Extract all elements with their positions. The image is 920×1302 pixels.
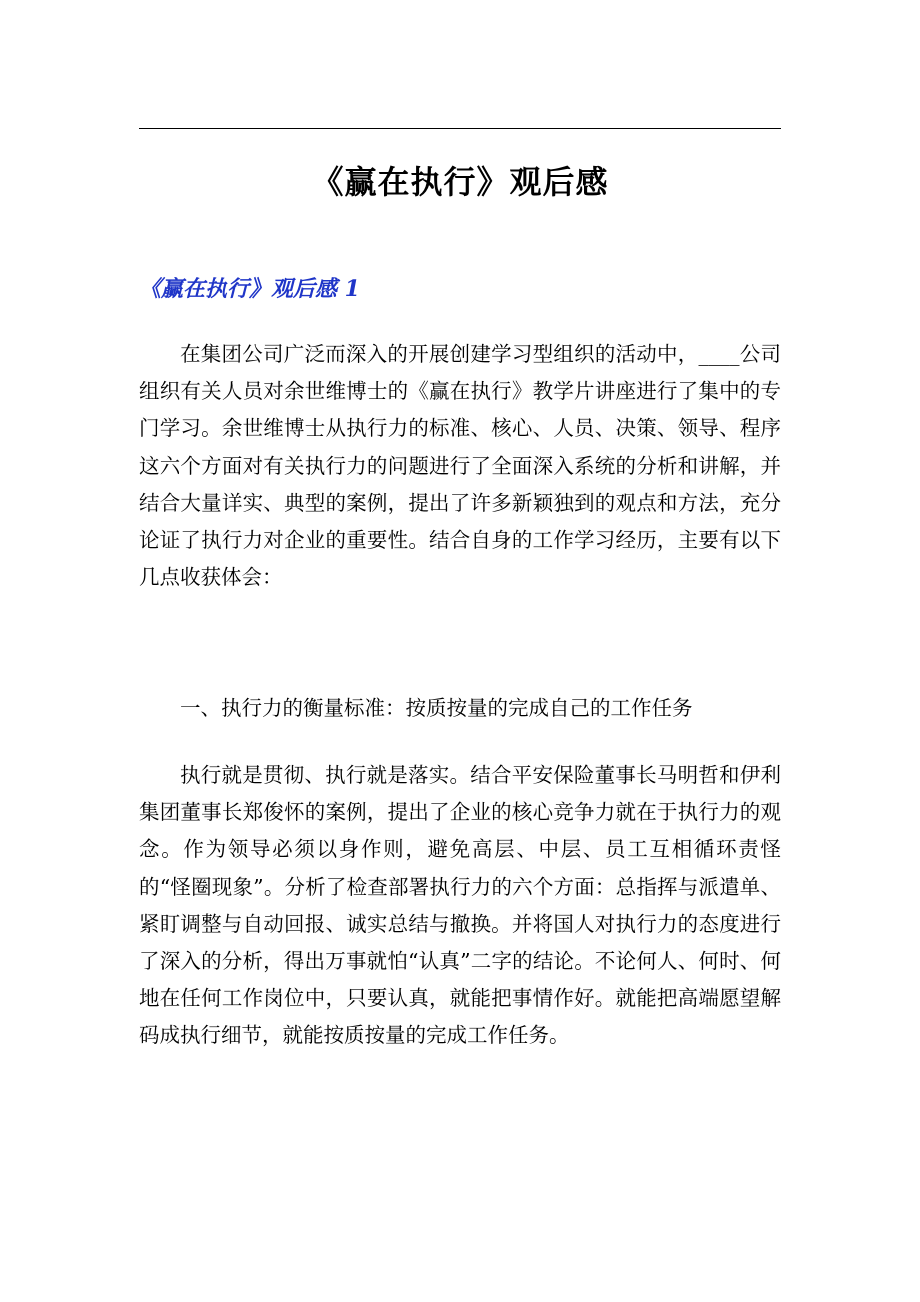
document-title: 《赢在执行》观后感: [311, 163, 609, 201]
paragraph-text: 一、执行力的衡量标准：按质按量的完成自己的工作任务: [180, 696, 693, 720]
body-paragraph-subheading: [139, 690, 781, 727]
body-paragraph-execution: [139, 757, 781, 1055]
paragraph-text: 在集团公司广泛而深入的开展创建学习型组织的活动中，____公司组织有关人员对余世维博士的《赢在执行》教学片讲座进行了集中的专门学习。余世维博士从执行力的标准、核心、人员、决策、领导、程序这六个方面对有关执行力的问题进行了全面深入系统的分析和讲解，并结合大量详实、典型的案例，提出了许多新颖独到的观点和方法，充分论证了执行力对企业的重要性。结合自身的工作学习经历，主要有以下几点收获体会：: [139, 342, 781, 590]
paragraph-text: 执行就是贯彻、执行就是落实。结合平安保险董事长马明哲和伊利集团董事长郑俊怀的案例，提出了企业的核心竞争力就在于执行力的观念。作为领导必须以身作则，避免高层、中层、员工互相循环责怪的“怪圈现象”。分析了检查部署执行力的六个方面：总指挥与派遣单、紧盯调整与自动回报、诚实总结与撤换。并将国人对执行力的态度进行了深入的分析，得出万事就怕“认真”二字的结论。不论何人、何时、何地在任何工作岗位中，只要认真，就能把事情作好。就能把高端愿望解码成执行细节，就能按质按量的完成工作任务。: [139, 763, 781, 1048]
header-rule: [139, 128, 781, 129]
section-heading: 《赢在执行》观后感 1: [139, 276, 360, 302]
body-paragraph-intro: [139, 336, 781, 596]
